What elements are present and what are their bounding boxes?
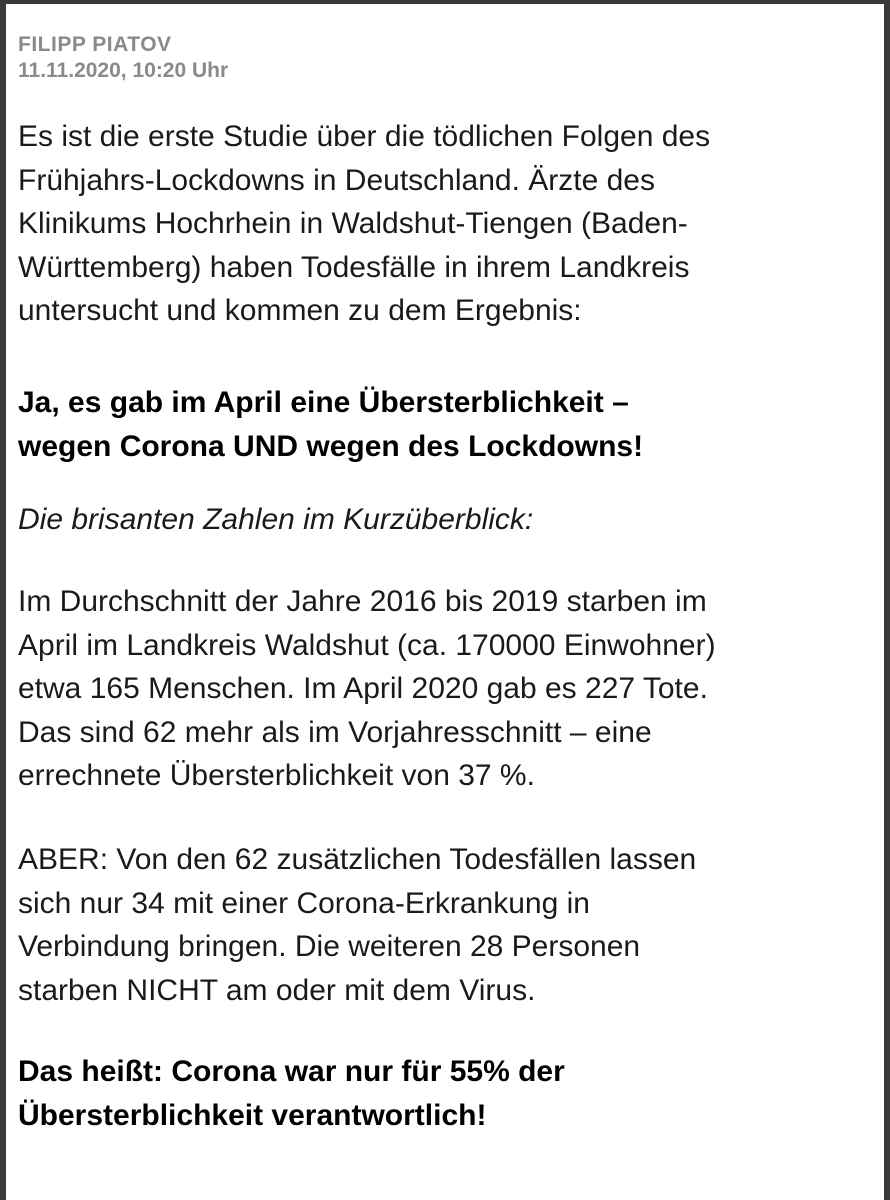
article-paragraph-intro: Es ist die erste Studie über die tödlichen Folgen des Frühjahrs-Lockdowns in Deutschland. Ärzte des Klinikums Hochrhein in Waldshut-Tiengen (Baden- Württemberg) haben Todesfälle in ihrem Landkreis untersucht und kommen zu dem Ergebnis: (18, 120, 711, 327)
article-paragraph-numbers: Im Durchschnitt der Jahre 2016 bis 2019 starben im April im Landkreis Waldshut (ca. 170000 Einwohner) etwa 165 Menschen. Im April 2020 gab es 227 Tote. Das sind 62 mehr als im Vorjahresschnitt – eine errechnete Übersterblichkeit von 37 %. (18, 585, 716, 792)
article-paragraph-conclusion: Das heißt: Corona war nur für 55% der Übersterblichkeit verantwortlich! (18, 1055, 565, 1132)
article-paragraph-highlight: Ja, es gab im April eine Übersterblichkeit – wegen Corona UND wegen des Lockdowns! (18, 386, 644, 463)
article-paragraph-subheading: Die brisanten Zahlen im Kurzüberblick: (18, 503, 534, 536)
article-paragraph-aber: ABER: Von den 62 zusätzlichen Todesfällen lassen sich nur 34 mit einer Corona-Erkrankung in Verbindung bringen. Die weiteren 28 Personen starben NICHT am oder mit dem Virus. (18, 843, 697, 1007)
article-author: FILIPP PIATOV (18, 33, 172, 56)
article-date: 11.11.2020, 10:20 Uhr (18, 59, 229, 82)
